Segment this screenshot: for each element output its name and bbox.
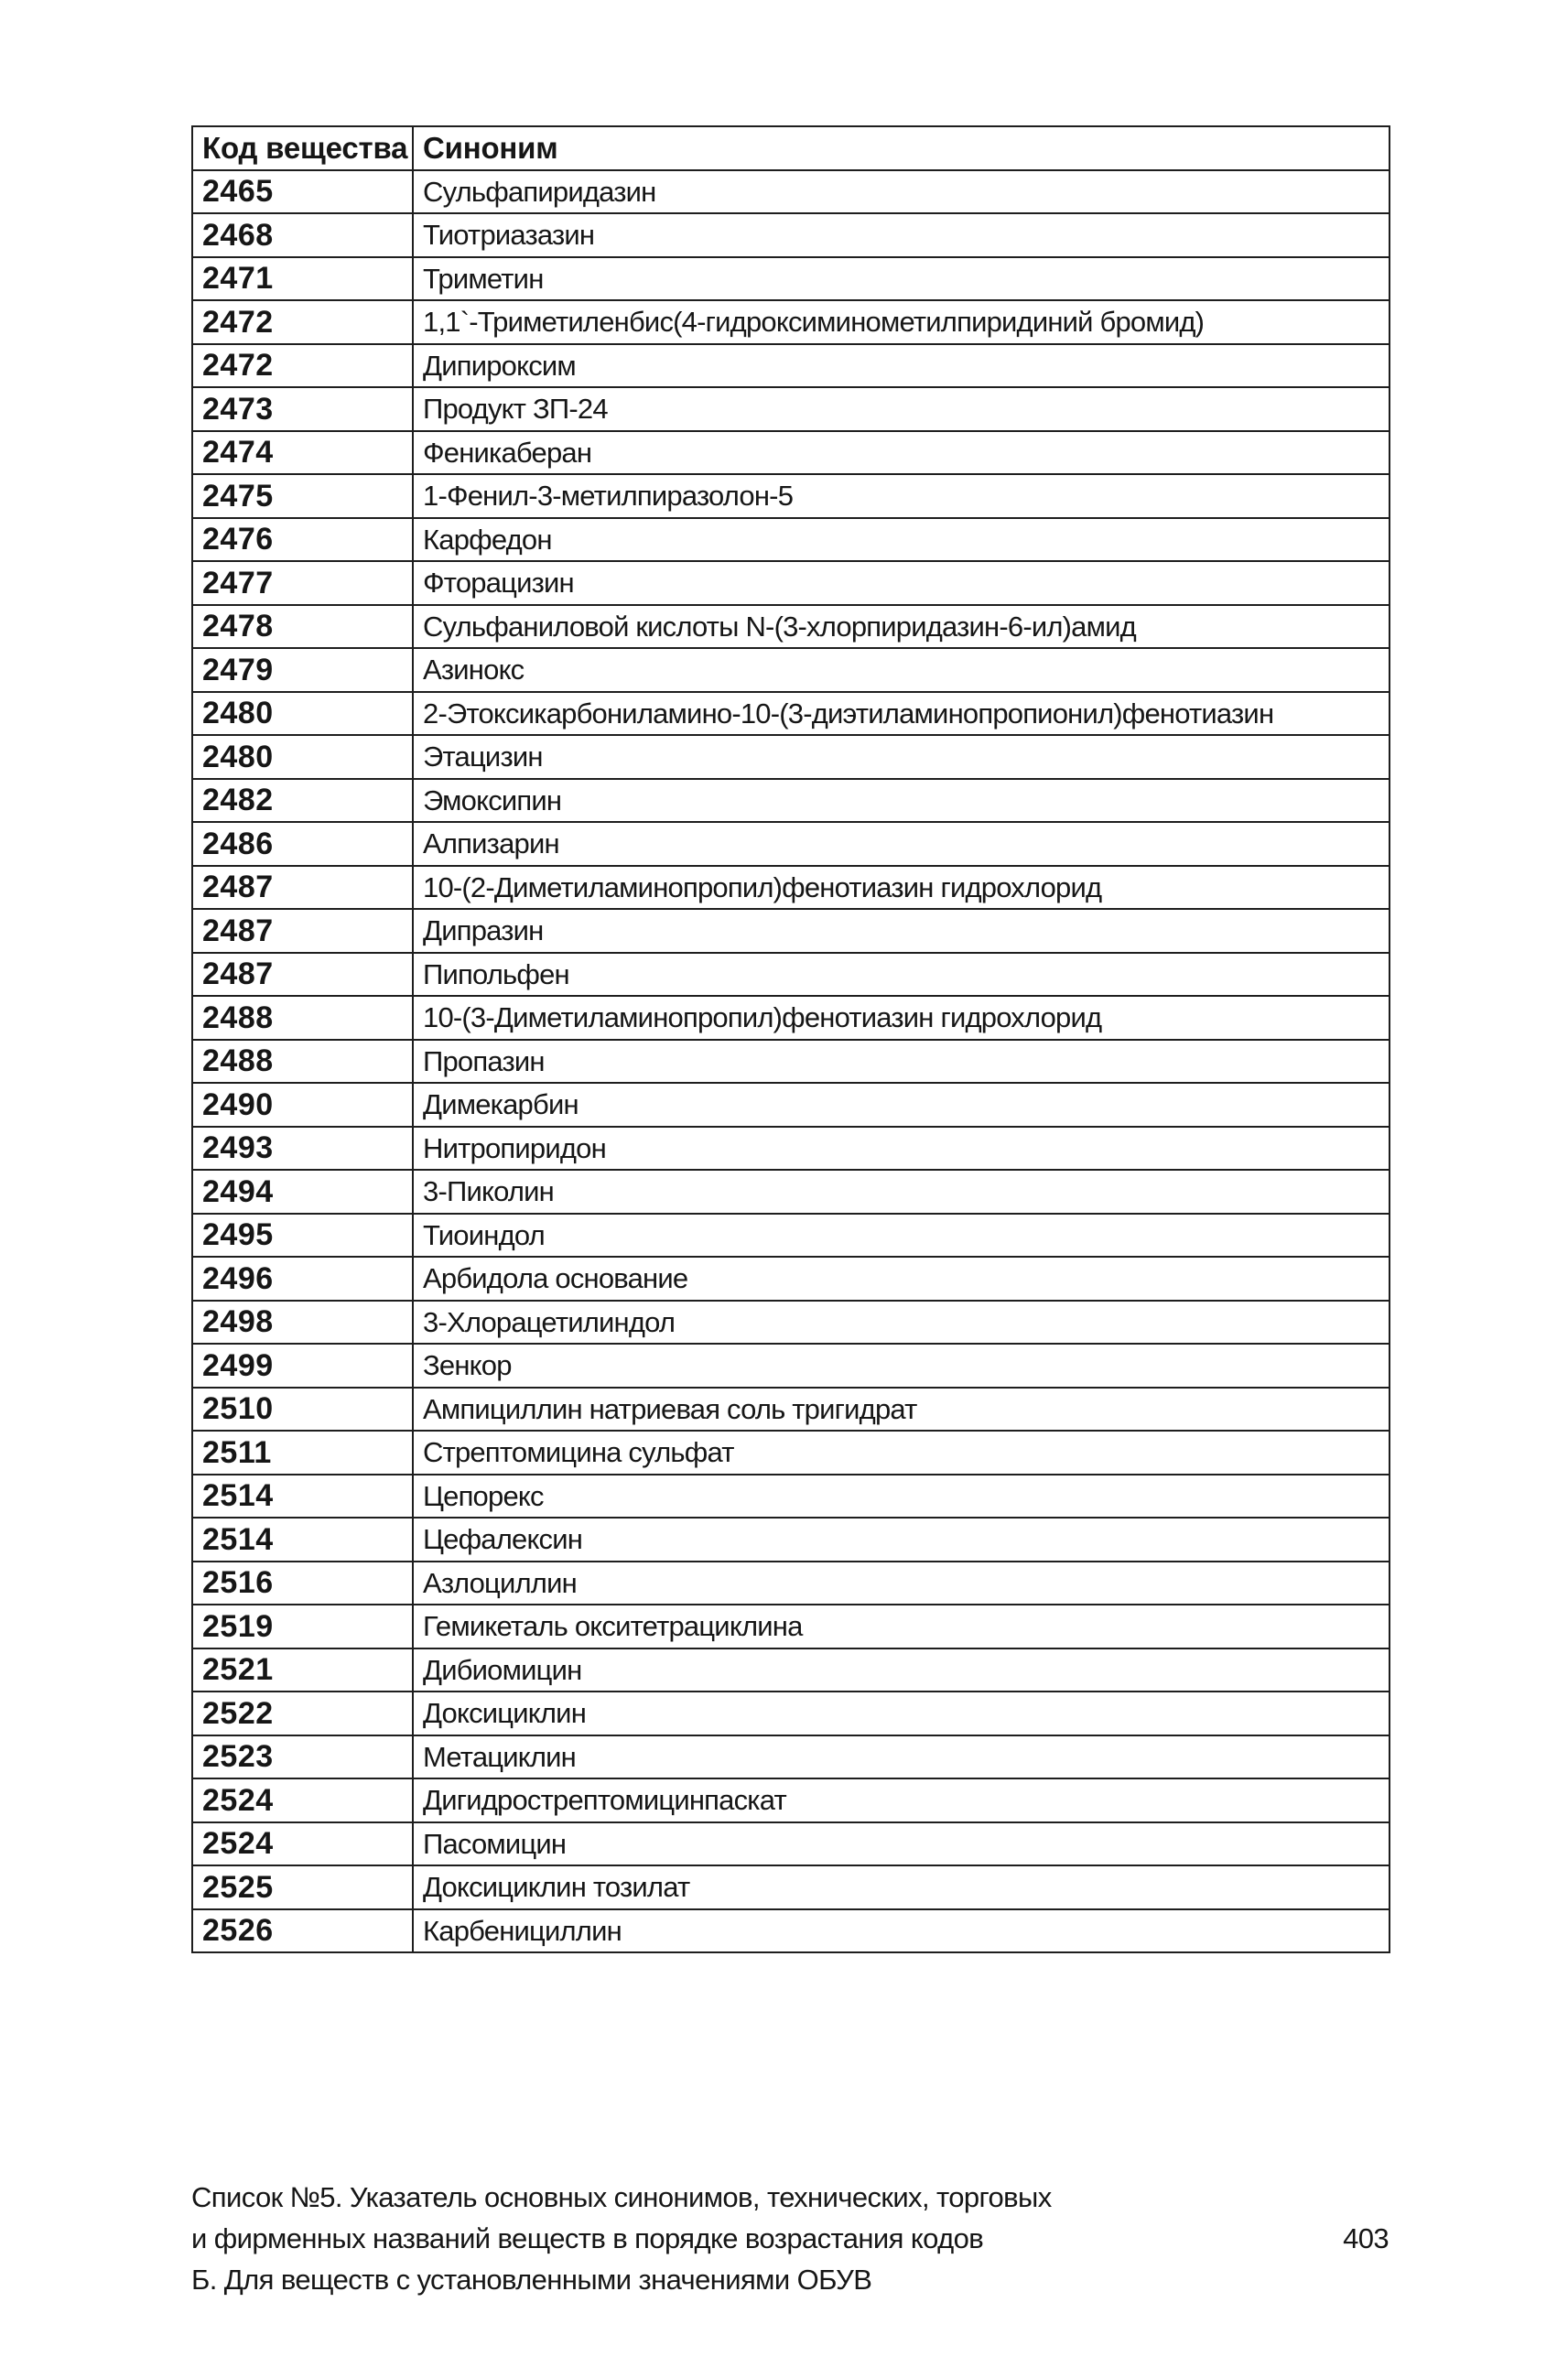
table-row <box>192 1822 1390 1866</box>
substance-code-cell: 2526 <box>192 1909 413 1953</box>
caption-line-3: Б. Для веществ с установленными значениями ОБУВ <box>191 2264 872 2296</box>
substance-code-cell: 2519 <box>192 1605 413 1648</box>
substance-code-cell: 2488 <box>192 996 413 1040</box>
substance-code-cell: 2480 <box>192 735 413 779</box>
substance-code-cell: 2514 <box>192 1475 413 1519</box>
substance-code-cell: 2488 <box>192 1040 413 1084</box>
table-row <box>192 1127 1390 1171</box>
substance-code-cell: 2496 <box>192 1257 413 1301</box>
table-row <box>192 257 1390 301</box>
table-row <box>192 1865 1390 1909</box>
substance-code-cell: 2514 <box>192 1518 413 1562</box>
substance-code-cell: 2475 <box>192 474 413 518</box>
table-row <box>192 474 1390 518</box>
substance-code-cell: 2510 <box>192 1388 413 1432</box>
synonym-table-container <box>191 125 1389 1953</box>
table-row <box>192 344 1390 388</box>
synonym-cell: Фторацизин <box>413 561 1390 605</box>
table-row <box>192 518 1390 562</box>
substance-code-cell: 2516 <box>192 1562 413 1605</box>
synonym-cell: Карфедон <box>413 518 1390 562</box>
synonym-cell: Дибиомицин <box>413 1648 1390 1692</box>
header-code: Код вещества <box>192 126 413 170</box>
synonym-cell: Дипразин <box>413 909 1390 953</box>
substance-code-cell: 2498 <box>192 1301 413 1345</box>
substance-code-cell: 2482 <box>192 779 413 823</box>
synonym-cell: 3-Пиколин <box>413 1170 1390 1214</box>
synonym-cell: Дипироксим <box>413 344 1390 388</box>
table-row <box>192 1648 1390 1692</box>
table-row <box>192 779 1390 823</box>
table-row <box>192 866 1390 910</box>
synonym-cell: Цефалексин <box>413 1518 1390 1562</box>
substance-code-cell: 2478 <box>192 605 413 649</box>
synonym-cell: Цепорекс <box>413 1475 1390 1519</box>
table-row <box>192 300 1390 344</box>
substance-code-cell: 2472 <box>192 344 413 388</box>
table-row <box>192 692 1390 736</box>
synonym-cell: Карбенициллин <box>413 1909 1390 1953</box>
synonym-cell: Сульфаниловой кислоты N-(3-хлорпиридазин-6-ил)амид <box>413 605 1390 649</box>
substance-code-cell: 2487 <box>192 866 413 910</box>
table-row <box>192 1518 1390 1562</box>
synonym-cell: Эмоксипин <box>413 779 1390 823</box>
table-row <box>192 1301 1390 1345</box>
caption-line-2: и фирменных названий веществ в порядке возрастания кодов <box>191 2222 984 2254</box>
table-row <box>192 909 1390 953</box>
synonym-cell: Феникаберан <box>413 431 1390 475</box>
synonym-cell: 3-Хлорацетилиндол <box>413 1301 1390 1345</box>
table-row <box>192 1475 1390 1519</box>
table-row <box>192 561 1390 605</box>
synonym-cell: 2-Этоксикарбониламино-10-(3-диэтиламинопропионил)фенотиазин <box>413 692 1390 736</box>
substance-code-cell: 2468 <box>192 213 413 257</box>
table-row <box>192 996 1390 1040</box>
synonym-cell: Продукт ЗП-24 <box>413 387 1390 431</box>
table-row <box>192 1214 1390 1258</box>
synonym-cell: Доксициклин тозилат <box>413 1865 1390 1909</box>
table-row <box>192 1040 1390 1084</box>
substance-code-cell: 2486 <box>192 822 413 866</box>
substance-code-cell: 2524 <box>192 1778 413 1822</box>
substance-code-cell: 2493 <box>192 1127 413 1171</box>
synonym-cell: 10-(3-Диметиламинопропил)фенотиазин гидрохлорид <box>413 996 1390 1040</box>
table-row <box>192 1170 1390 1214</box>
table-row <box>192 170 1390 214</box>
table-row <box>192 735 1390 779</box>
synonym-cell: Нитропиридон <box>413 1127 1390 1171</box>
synonym-cell: Алпизарин <box>413 822 1390 866</box>
synonym-cell: Пропазин <box>413 1040 1390 1084</box>
synonym-cell: 10-(2-Диметиламинопропил)фенотиазин гидрохлорид <box>413 866 1390 910</box>
substance-code-cell: 2525 <box>192 1865 413 1909</box>
synonym-cell: Азинокс <box>413 648 1390 692</box>
substance-code-cell: 2494 <box>192 1170 413 1214</box>
page-footer <box>191 2177 1389 2300</box>
substance-code-cell: 2479 <box>192 648 413 692</box>
substance-code-cell: 2473 <box>192 387 413 431</box>
table-row <box>192 1909 1390 1953</box>
table-body <box>192 170 1390 1953</box>
table-row <box>192 1388 1390 1432</box>
synonym-cell: Доксициклин <box>413 1692 1390 1735</box>
substance-code-cell: 2472 <box>192 300 413 344</box>
synonym-cell: Арбидола основание <box>413 1257 1390 1301</box>
substance-code-cell: 2480 <box>192 692 413 736</box>
table-row <box>192 822 1390 866</box>
substance-code-cell: 2476 <box>192 518 413 562</box>
synonym-cell: 1,1`-Триметиленбис(4-гидроксиминометилпиридиний бромид) <box>413 300 1390 344</box>
substance-code-cell: 2521 <box>192 1648 413 1692</box>
substance-code-cell: 2487 <box>192 909 413 953</box>
synonym-cell: Тиотриазазин <box>413 213 1390 257</box>
table-row <box>192 605 1390 649</box>
table-row <box>192 1562 1390 1605</box>
substance-code-cell: 2522 <box>192 1692 413 1735</box>
synonym-cell: Азлоциллин <box>413 1562 1390 1605</box>
substance-code-cell: 2474 <box>192 431 413 475</box>
synonym-cell: Димекарбин <box>413 1083 1390 1127</box>
table-row <box>192 1083 1390 1127</box>
synonym-cell: Ампициллин натриевая соль тригидрат <box>413 1388 1390 1432</box>
synonym-table <box>191 125 1390 1953</box>
substance-code-cell: 2511 <box>192 1431 413 1475</box>
table-row <box>192 1257 1390 1301</box>
synonym-cell: Пипольфен <box>413 953 1390 997</box>
caption-line-1: Список №5. Указатель основных синонимов, технических, торговых <box>191 2181 1052 2213</box>
synonym-cell: Тиоиндол <box>413 1214 1390 1258</box>
substance-code-cell: 2495 <box>192 1214 413 1258</box>
table-row <box>192 1605 1390 1648</box>
substance-code-cell: 2477 <box>192 561 413 605</box>
table-row <box>192 953 1390 997</box>
table-row <box>192 1778 1390 1822</box>
table-row <box>192 1431 1390 1475</box>
synonym-cell: Стрептомицина сульфат <box>413 1431 1390 1475</box>
table-header-row <box>192 126 1390 170</box>
substance-code-cell: 2490 <box>192 1083 413 1127</box>
table-row <box>192 648 1390 692</box>
synonym-cell: Гемикеталь окситетрациклина <box>413 1605 1390 1648</box>
synonym-cell: Зенкор <box>413 1344 1390 1388</box>
table-row <box>192 1735 1390 1779</box>
table-row <box>192 213 1390 257</box>
table-row <box>192 1344 1390 1388</box>
substance-code-cell: 2499 <box>192 1344 413 1388</box>
table-row <box>192 387 1390 431</box>
substance-code-cell: 2465 <box>192 170 413 214</box>
table-row <box>192 1692 1390 1735</box>
substance-code-cell: 2487 <box>192 953 413 997</box>
substance-code-cell: 2471 <box>192 257 413 301</box>
synonym-cell: Дигидрострептомицинпаскат <box>413 1778 1390 1822</box>
synonym-cell: Триметин <box>413 257 1390 301</box>
header-synonym: Синоним <box>413 126 1390 170</box>
synonym-cell: Пасомицин <box>413 1822 1390 1866</box>
page-number: 403 <box>1343 2222 1389 2254</box>
substance-code-cell: 2524 <box>192 1822 413 1866</box>
synonym-cell: 1-Фенил-3-метилпиразолон-5 <box>413 474 1390 518</box>
table-row <box>192 431 1390 475</box>
synonym-cell: Метациклин <box>413 1735 1390 1779</box>
synonym-cell: Этацизин <box>413 735 1390 779</box>
substance-code-cell: 2523 <box>192 1735 413 1779</box>
synonym-cell: Сульфапиридазин <box>413 170 1390 214</box>
